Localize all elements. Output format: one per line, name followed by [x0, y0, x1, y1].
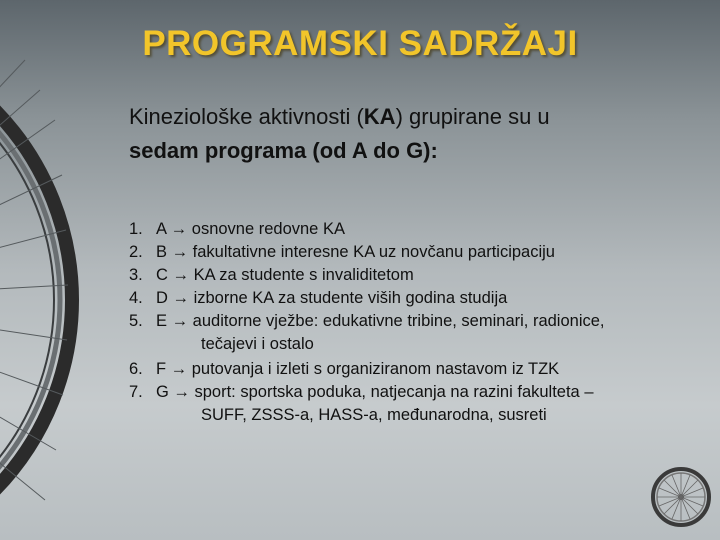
list-item — [129, 358, 699, 381]
slide-title: PROGRAMSKI SADRŽAJI — [142, 24, 578, 63]
list-item-text: F → putovanja i izleti s organiziranom nastavom iz TZK — [156, 360, 560, 378]
list-item-text: D → izborne KA za studente viših godina studija — [156, 289, 508, 307]
list-item-text: B → fakultativne interesne KA uz novčanu participaciju — [156, 243, 555, 261]
list-item — [129, 287, 699, 310]
list-item-text: E → auditorne vježbe: edukativne tribine, seminari, radionice, — [156, 312, 605, 330]
list-item — [129, 264, 699, 287]
list-item-number: 7. — [129, 383, 143, 401]
intro-line-1 — [129, 100, 699, 134]
intro-ka-abbr: KA — [363, 104, 396, 129]
intro-text — [129, 100, 699, 168]
intro-line-1-start: Kineziološke aktivnosti ( — [129, 104, 364, 129]
list-item — [129, 218, 699, 241]
list-item — [129, 310, 699, 356]
list-item-number: 1. — [129, 220, 143, 238]
list-item-number: 5. — [129, 312, 143, 330]
list-item-number: 6. — [129, 360, 143, 378]
intro-line-2: sedam programa (od A do G): — [129, 138, 438, 163]
list-item-number: 2. — [129, 243, 143, 261]
list-item-continuation: SUFF, ZSSS-a, HASS-a, međunarodna, susreti — [201, 406, 547, 424]
list-item-number: 3. — [129, 266, 143, 284]
intro-line-1-end: ) grupirane su u — [395, 104, 550, 129]
list-item — [129, 241, 699, 264]
list-item-text: C → KA za studente s invaliditetom — [156, 266, 414, 284]
list-item — [129, 381, 699, 427]
program-list — [129, 218, 699, 427]
list-item-text: G → sport: sportska poduka, natjecanja na razini fakulteta – — [156, 383, 594, 401]
list-item-number: 4. — [129, 289, 143, 307]
list-item-continuation: tečajevi i ostalo — [201, 335, 314, 353]
wheel-logo-icon — [650, 466, 712, 528]
list-item-text: A → osnovne redovne KA — [156, 220, 345, 238]
